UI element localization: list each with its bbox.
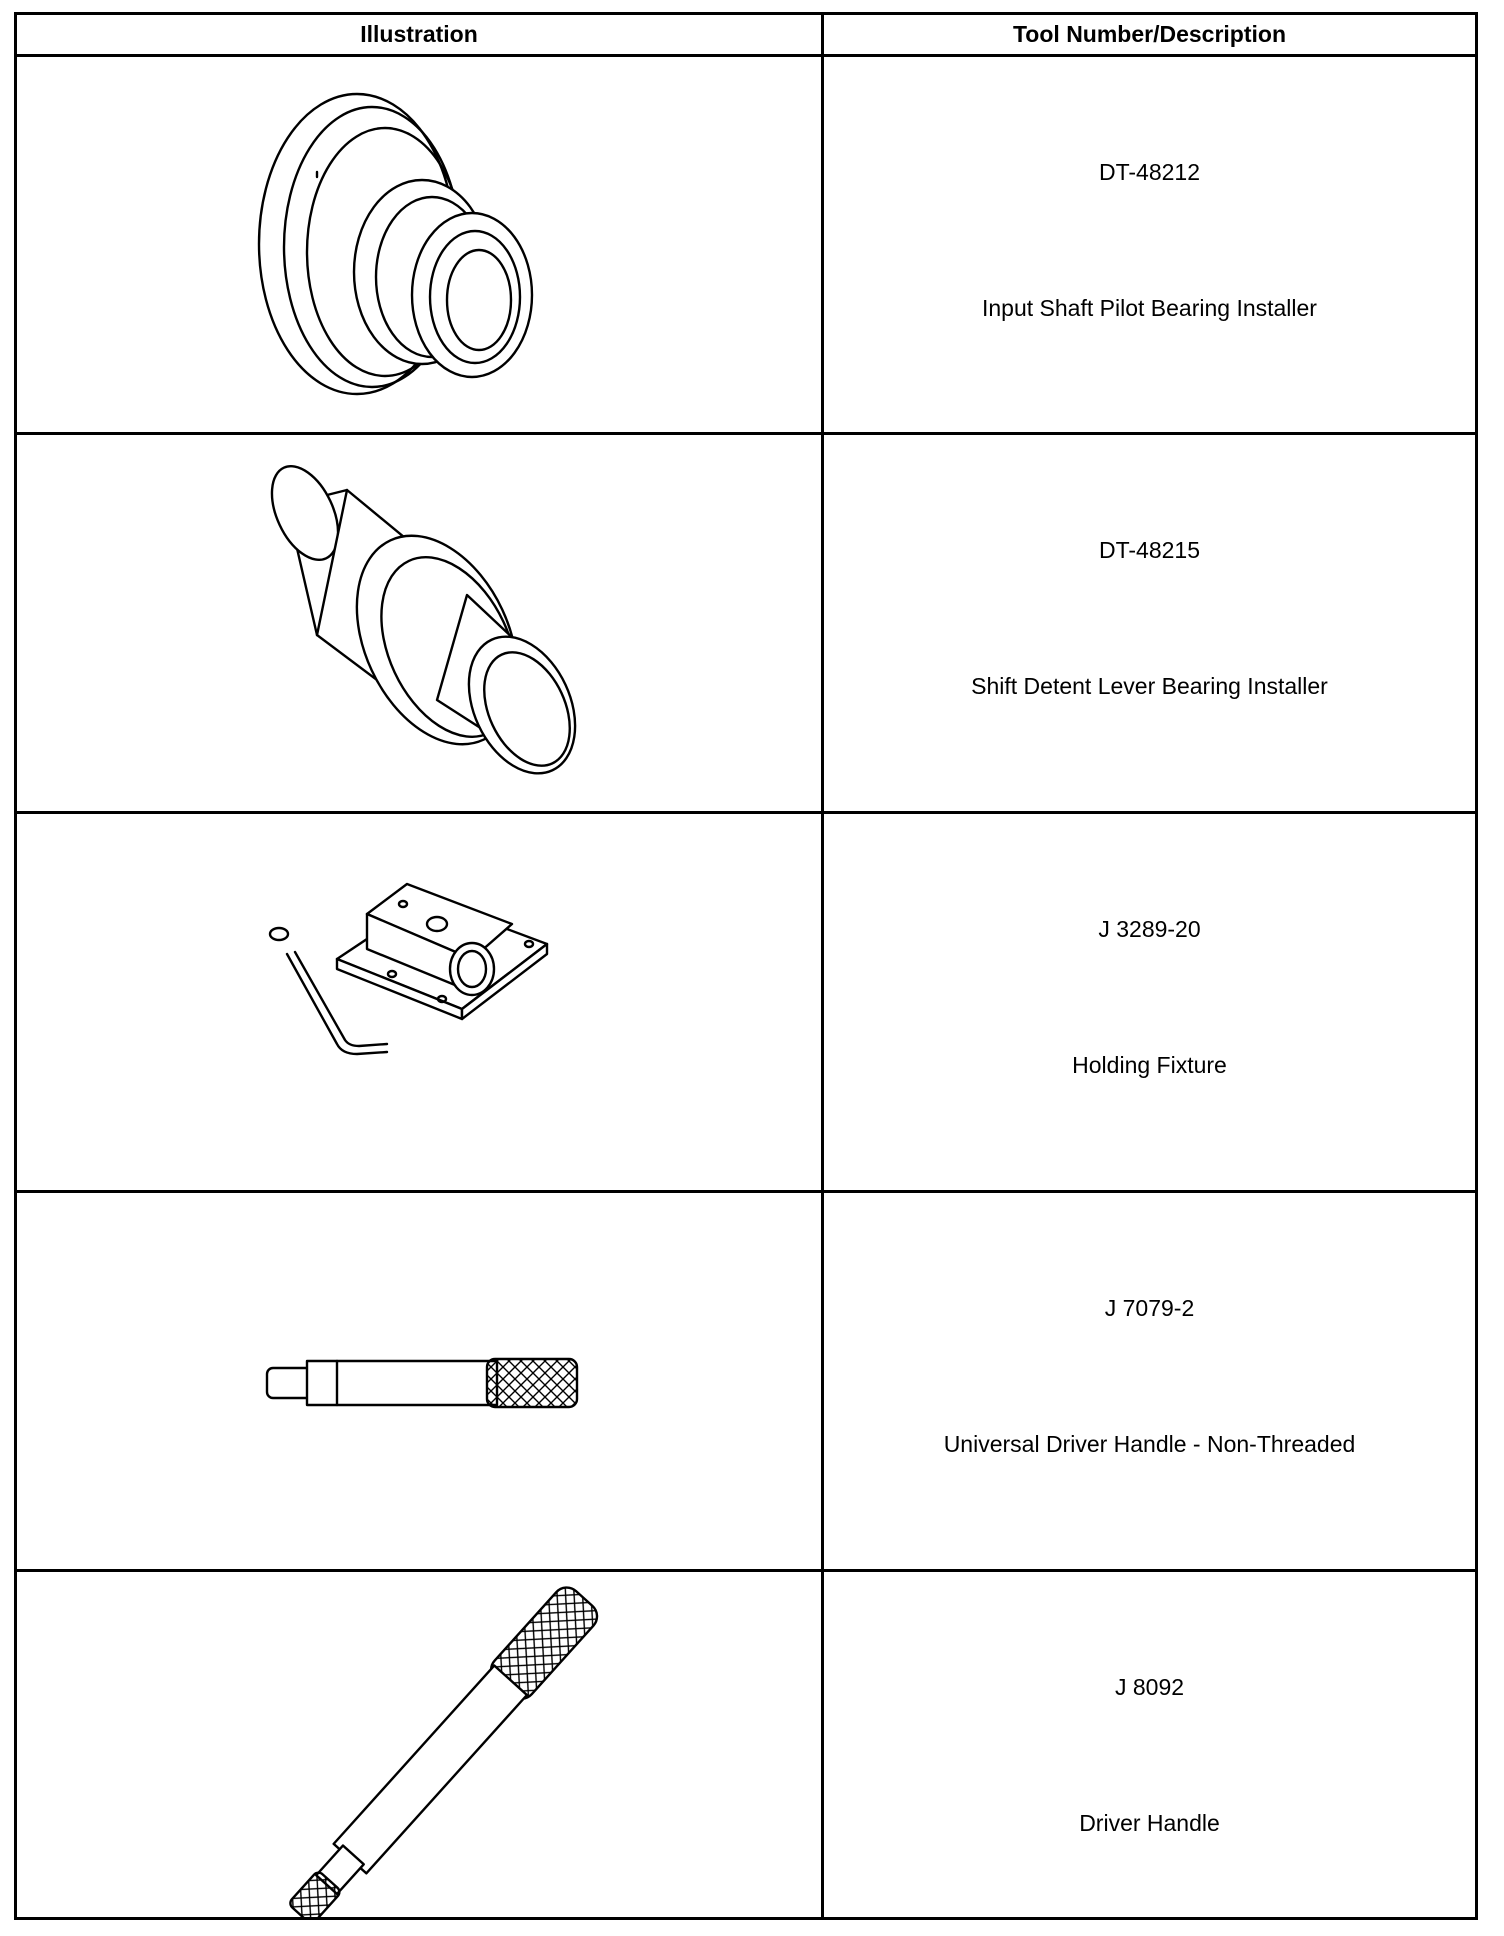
tool-cell bbox=[824, 1193, 1475, 1569]
header-illustration: Illustration bbox=[17, 15, 824, 54]
driver-handle-non-threaded-icon bbox=[17, 1193, 821, 1569]
tool-number: J 3289-20 bbox=[1098, 916, 1201, 942]
tool-number: J 8092 bbox=[1114, 1674, 1185, 1700]
tool-description: Universal Driver Handle - Non-Threaded bbox=[943, 1431, 1356, 1457]
header-tool-number-description: Tool Number/Description bbox=[1012, 21, 1287, 47]
special-tools-table bbox=[14, 12, 1478, 1920]
tool-number: J 7079-2 bbox=[1104, 1295, 1195, 1321]
illustration-cell bbox=[17, 57, 824, 432]
table-row bbox=[17, 435, 1475, 814]
pilot-bearing-installer-icon bbox=[17, 57, 821, 432]
tool-number: DT-48212 bbox=[1098, 159, 1200, 185]
tool-description: Holding Fixture bbox=[1072, 1052, 1227, 1078]
table-row bbox=[17, 814, 1475, 1193]
detent-lever-bearing-installer-icon bbox=[17, 435, 821, 811]
table-header-row bbox=[17, 15, 1475, 57]
illustration-cell bbox=[17, 814, 824, 1190]
tool-description: Driver Handle bbox=[1079, 1810, 1220, 1836]
illustration-cell bbox=[17, 1572, 824, 1917]
illustration-cell bbox=[17, 1193, 824, 1569]
tool-cell bbox=[824, 435, 1475, 811]
table-row bbox=[17, 57, 1475, 435]
table-row bbox=[17, 1193, 1475, 1572]
tool-description: Shift Detent Lever Bearing Installer bbox=[971, 673, 1328, 699]
tool-cell bbox=[824, 57, 1475, 432]
driver-handle-icon bbox=[17, 1572, 821, 1917]
tool-cell bbox=[824, 814, 1475, 1190]
illustration-cell bbox=[17, 435, 824, 811]
table-row bbox=[17, 1572, 1475, 1917]
tool-number: DT-48215 bbox=[1098, 537, 1200, 563]
holding-fixture-icon bbox=[17, 814, 821, 1190]
tool-cell bbox=[824, 1572, 1475, 1917]
tool-description: Input Shaft Pilot Bearing Installer bbox=[982, 295, 1317, 321]
